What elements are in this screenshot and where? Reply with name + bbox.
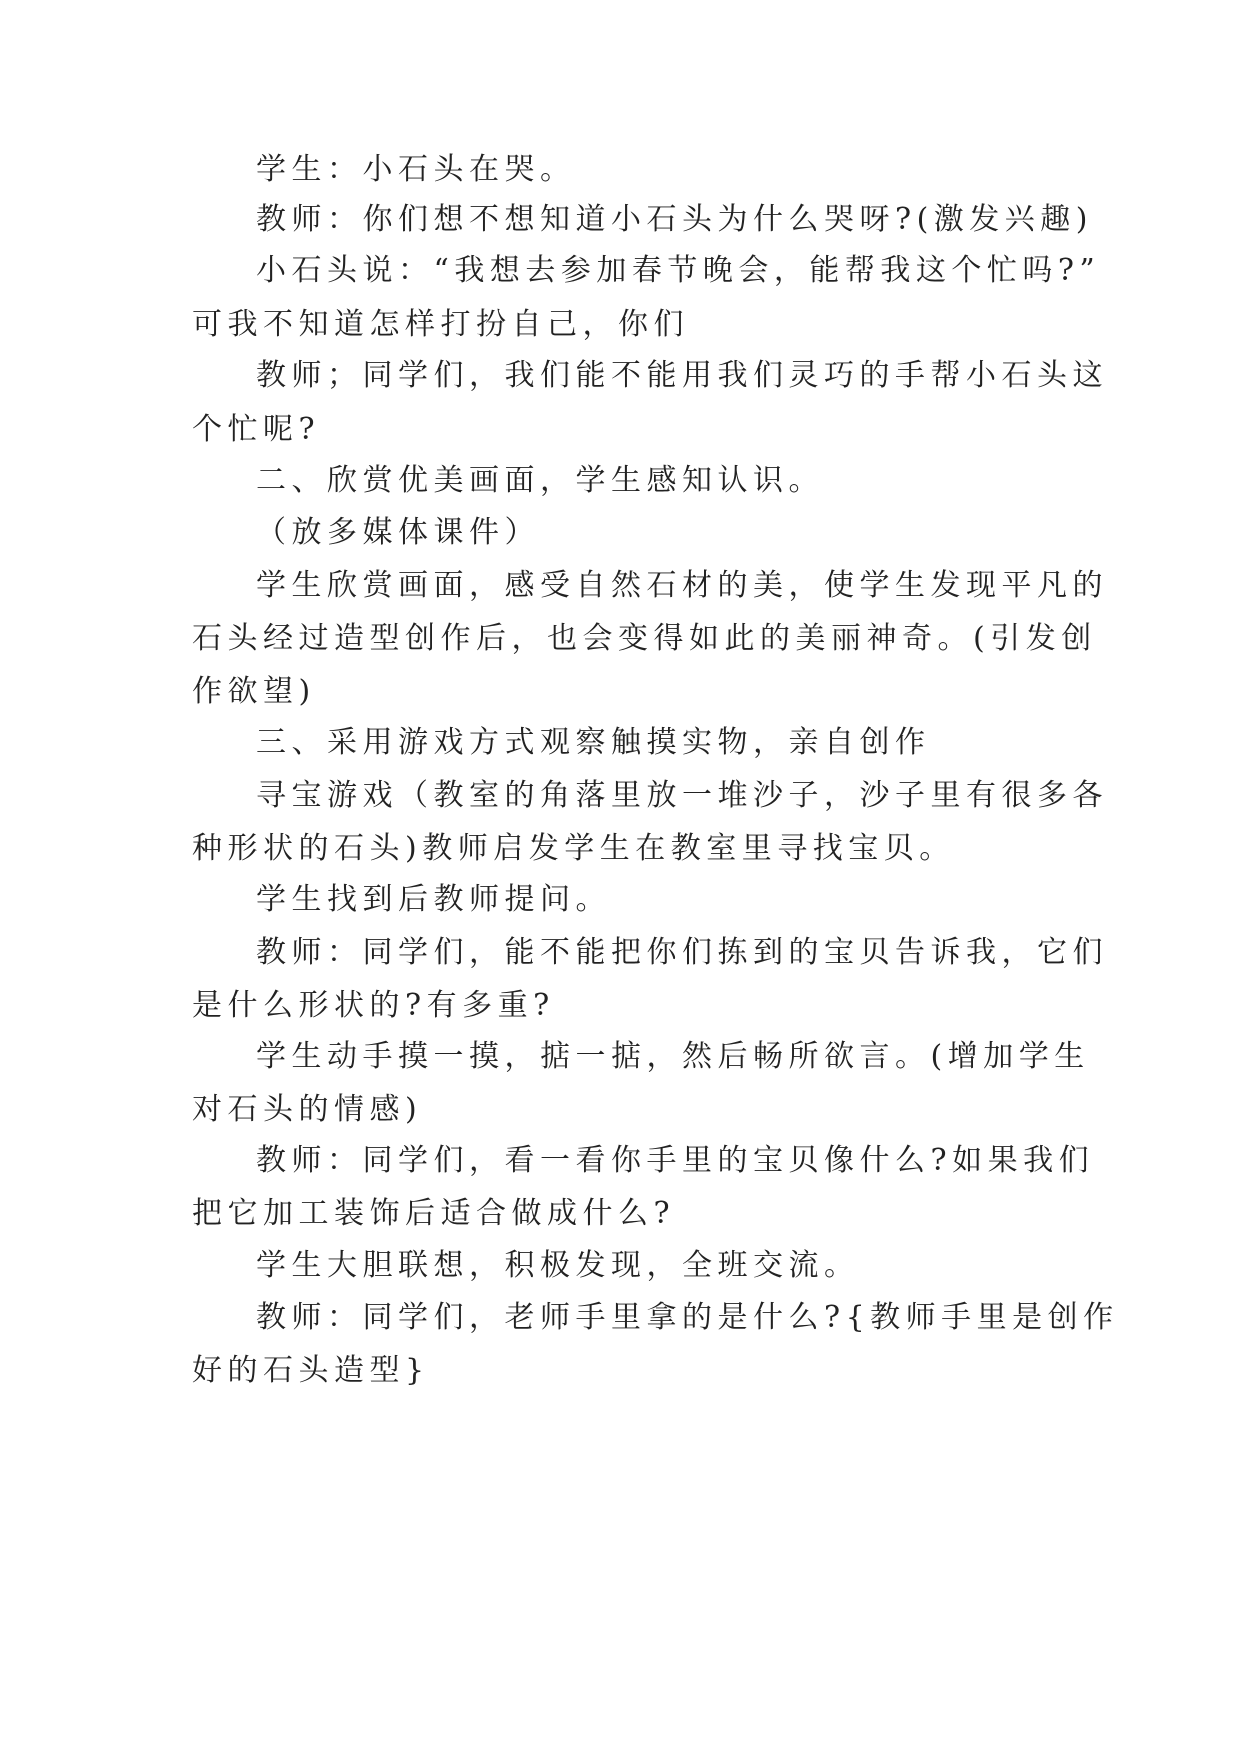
text-line: 教师：同学们，能不能把你们拣到的宝贝告诉我，它们 — [256, 935, 1108, 970]
text-line: （放多媒体课件） — [256, 515, 540, 550]
text-line: 作欲望) — [192, 674, 316, 709]
text-line: 教师；同学们，我们能不能用我们灵巧的手帮小石头这 — [256, 358, 1108, 393]
text-line: 学生找到后教师提问。 — [256, 882, 611, 917]
text-line: 是什么形状的?有多重? — [192, 988, 555, 1023]
text-line: 学生动手摸一摸，掂一掂，然后畅所欲言。(增加学生 — [256, 1039, 1090, 1074]
text-line: 小石头说：“我想去参加春节晚会，能帮我这个忙吗?” — [256, 253, 1101, 288]
text-line: 种形状的石头)教师启发学生在教室里寻找宝贝。 — [192, 831, 955, 866]
text-line: 教师：同学们，老师手里拿的是什么?{教师手里是创作 — [256, 1300, 1119, 1335]
text-line: 石头经过造型创作后，也会变得如此的美丽神奇。(引发创 — [192, 621, 1097, 656]
text-line: 可我不知道怎样打扮自己，你们 — [192, 307, 689, 342]
text-line: 二、欣赏优美画面，学生感知认识。 — [256, 463, 824, 498]
text-line: 三、采用游戏方式观察触摸实物，亲自创作 — [256, 725, 931, 760]
text-line: 寻宝游戏（教室的角落里放一堆沙子，沙子里有很多各 — [256, 778, 1108, 813]
text-line: 个忙呢? — [192, 412, 321, 447]
text-line: 对石头的情感) — [192, 1092, 423, 1127]
text-line: 学生大胆联想，积极发现，全班交流。 — [256, 1248, 860, 1283]
text-line: 好的石头造型} — [192, 1353, 430, 1388]
text-line: 学生欣赏画面，感受自然石材的美，使学生发现平凡的 — [256, 568, 1108, 603]
text-line: 学生：小石头在哭。 — [256, 152, 576, 187]
text-line: 教师：你们想不想知道小石头为什么哭呀?(激发兴趣) — [256, 202, 1093, 237]
text-line: 把它加工装饰后适合做成什么? — [192, 1196, 676, 1231]
text-line: 教师：同学们，看一看你手里的宝贝像什么?如果我们 — [256, 1143, 1095, 1178]
